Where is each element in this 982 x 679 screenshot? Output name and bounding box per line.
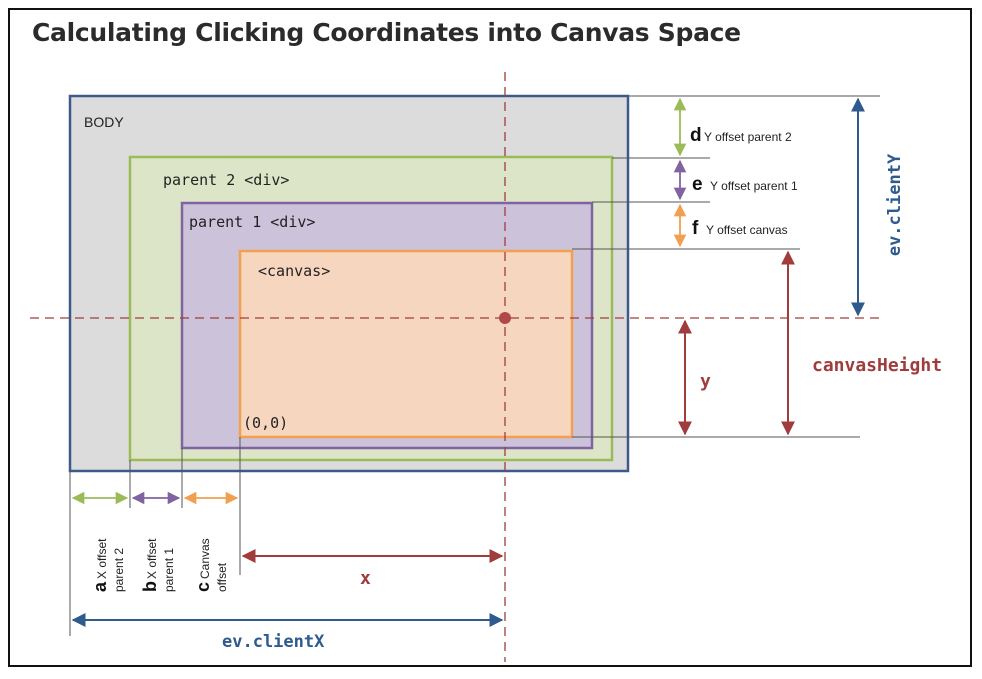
parent2-label: parent 2 <div> [163,171,290,189]
y-label: y [700,371,711,392]
offset-b-label [140,538,176,592]
offset-f-desc: Y offset canvas [706,223,788,237]
offset-d-letter: d [690,125,702,146]
offset-c-line2: offset [215,562,229,592]
offset-e-desc: Y offset parent 1 [710,179,798,193]
offset-b-line1: X offset [145,538,159,579]
offset-f-letter: f [692,218,699,239]
origin-label: (0,0) [243,414,289,432]
canvas-height-label: canvasHeight [812,355,943,376]
body-label: BODY [84,114,124,130]
offset-a-line1: X offset [95,538,109,579]
offset-c-letter: c [193,581,213,592]
offset-a-letter: a [90,581,110,592]
offset-c-line1: Canvas [198,538,212,579]
offset-e-letter: e [692,174,703,195]
client-y-label: ev.clientY [885,153,905,257]
offset-c-label [193,538,229,592]
offset-b-letter: b [140,581,160,592]
offset-a-label [90,538,126,592]
offset-d-desc: Y offset parent 2 [704,130,792,144]
parent1-label: parent 1 <div> [189,213,316,231]
offset-a-line2: parent 2 [112,547,126,592]
diagram-title: Calculating Clicking Coordinates into Canvas Space [32,18,741,47]
click-point [499,312,511,324]
canvas-label: <canvas> [258,262,331,280]
client-x-label: ev.clientX [222,632,325,652]
x-label: x [360,568,371,589]
offset-b-line2: parent 1 [162,547,176,592]
